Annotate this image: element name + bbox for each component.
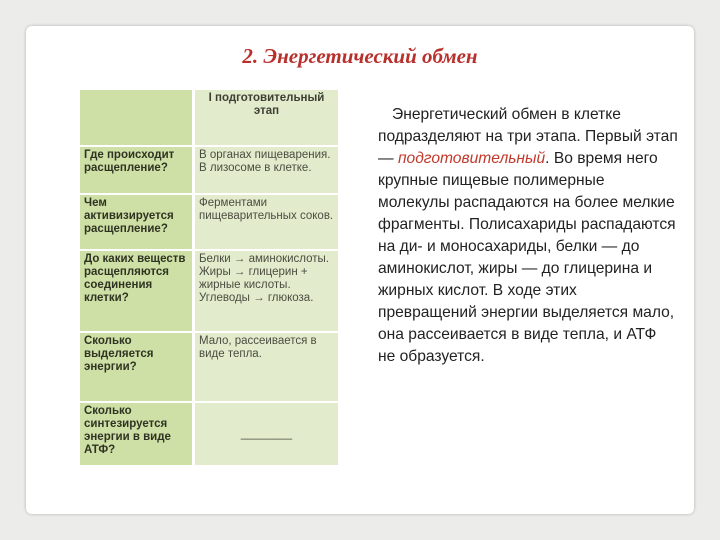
paragraph-text-start: Энергетический обмен в клетке подразделяют на три этапа. Первый этап —	[378, 106, 678, 167]
body-paragraph	[378, 104, 678, 368]
table-cell-question: Сколько синтезируется энергии в виде АТФ?	[80, 402, 194, 466]
table-cell-answer: ________	[194, 402, 339, 466]
table-cell-answer: В органах пищеварения. В лизосоме в клетке.	[194, 146, 339, 194]
table-row	[80, 332, 338, 402]
slide-title: 2. Энергетический обмен	[242, 44, 478, 68]
table-header-stage: I подготовительный этап	[194, 90, 339, 146]
table-cell-answer: Ферментами пищеварительных соков.	[194, 194, 339, 250]
table-cell-question: Где происходит расщепление?	[80, 146, 194, 194]
table-cell-question: Сколько выделяется энергии?	[80, 332, 194, 402]
table-cell-answer: Белки → аминокислоты. Жиры → глицерин + жирные кислоты. Углеводы → глюкоза.	[194, 250, 339, 332]
table-row	[80, 402, 338, 466]
paragraph-text-end: . Во время него крупные пищевые полимерные молекулы распадаются на более мелкие фрагменты. Полисахариды распадаются на ди- и моносахариды, белки — до аминокислот, жиры — до глицерина и жирных кислот. В ходе этих превращений энергии выделяется мало, она рассеивается в виде тепла, и АТФ не образуется.	[378, 150, 676, 365]
highlighted-term: подготовительный	[397, 150, 546, 167]
table-cell-question: Чем активизируется расщепление?	[80, 194, 194, 250]
table-header-empty	[80, 90, 194, 146]
stage-table	[80, 90, 338, 467]
table-cell-question: До каких веществ расщепляются соединения клетки?	[80, 250, 194, 332]
table-row	[80, 194, 338, 250]
table-cell-answer: Мало, рассеивается в виде тепла.	[194, 332, 339, 402]
table-row	[80, 250, 338, 332]
table-row	[80, 146, 338, 194]
table-header-row	[80, 90, 338, 146]
